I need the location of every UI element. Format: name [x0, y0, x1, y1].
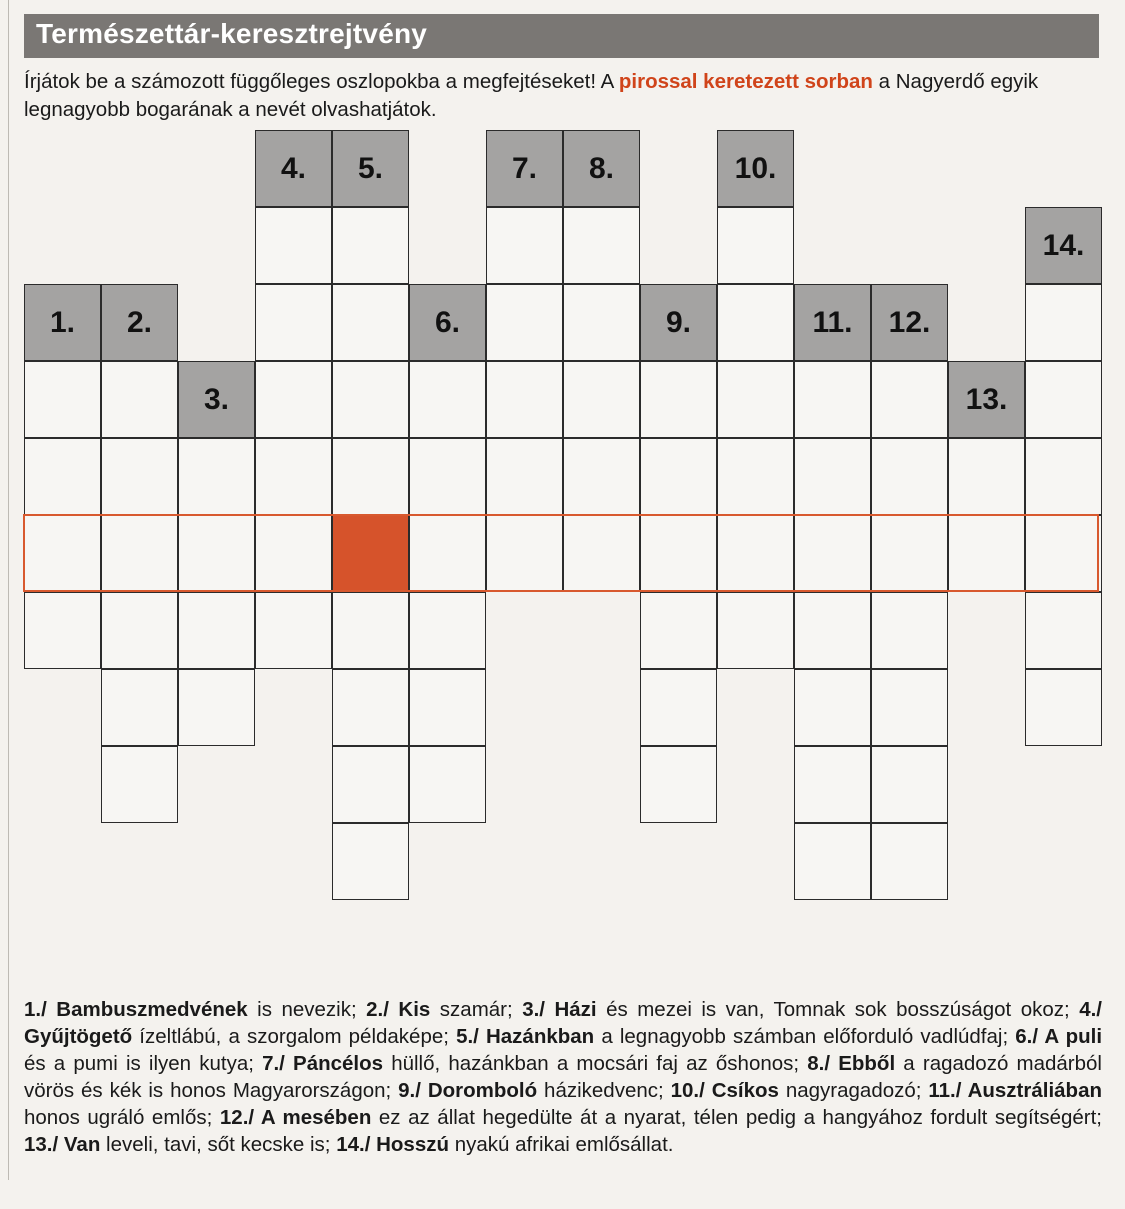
- answer-cell[interactable]: [871, 746, 948, 823]
- clue-number: 5.: [357, 151, 384, 185]
- answer-cell[interactable]: [1025, 284, 1102, 361]
- answer-cell[interactable]: [640, 669, 717, 746]
- answer-cell[interactable]: [101, 361, 178, 438]
- solution-row-cell[interactable]: [717, 515, 794, 592]
- answer-cell[interactable]: [794, 592, 871, 669]
- answer-cell[interactable]: [332, 438, 409, 515]
- clue-text: leveli, tavi, sőt kecske is;: [100, 1133, 331, 1156]
- answer-cell[interactable]: [486, 284, 563, 361]
- answer-cell[interactable]: [255, 284, 332, 361]
- instructions-highlight: pirossal keretezett sorban: [618, 70, 873, 93]
- clue-number: 2.: [126, 305, 153, 339]
- clue-keyword: 12./ A mesében: [219, 1106, 372, 1129]
- clue-text: házikedvenc;: [537, 1079, 664, 1102]
- answer-cell[interactable]: [409, 746, 486, 823]
- clue-number-cell: [640, 284, 717, 361]
- answer-cell[interactable]: [332, 669, 409, 746]
- answer-cell[interactable]: [332, 207, 409, 284]
- answer-cell[interactable]: [871, 669, 948, 746]
- answer-cell[interactable]: [717, 361, 794, 438]
- solution-row-cell[interactable]: [409, 515, 486, 592]
- clue-keyword: 11./ Ausztráliában: [928, 1079, 1102, 1102]
- page-title: Természettár-keresztrejtvény: [36, 18, 428, 49]
- clue-number-cell: [24, 284, 101, 361]
- answer-cell[interactable]: [871, 592, 948, 669]
- answer-cell[interactable]: [332, 592, 409, 669]
- clue-text: és a pumi is ilyen kutya;: [24, 1052, 254, 1075]
- clue-number-cell: [255, 130, 332, 207]
- answer-cell[interactable]: [409, 669, 486, 746]
- answer-cell[interactable]: [178, 592, 255, 669]
- clue-number-cell: [101, 284, 178, 361]
- clue-number-cell: [409, 284, 486, 361]
- instructions-text-start: Írjátok be a számozott függőleges oszlopokba a megfejtéseket! A: [24, 70, 619, 93]
- instructions-text-end: a Nagyerdő egyik legnagyobb bogarának a nevét olvashatjátok.: [24, 70, 1039, 121]
- solution-row-cell[interactable]: [563, 515, 640, 592]
- answer-cell[interactable]: [1025, 438, 1102, 515]
- solution-row-cell[interactable]: [486, 515, 563, 592]
- answer-cell[interactable]: [255, 592, 332, 669]
- answer-cell[interactable]: [486, 207, 563, 284]
- clue-number-cell: [332, 130, 409, 207]
- solution-row-cell[interactable]: [24, 515, 101, 592]
- answer-cell[interactable]: [255, 207, 332, 284]
- answer-cell[interactable]: [871, 438, 948, 515]
- solution-row-cell[interactable]: [794, 515, 871, 592]
- answer-cell[interactable]: [871, 361, 948, 438]
- clue-number: 9.: [665, 305, 692, 339]
- answer-cell[interactable]: [794, 669, 871, 746]
- clue-keyword: 4./ Gyűjtögető: [24, 998, 1102, 1048]
- clue-number: 6.: [434, 305, 461, 339]
- clue-text: és mezei is van, Tomnak sok bosszúságot okoz;: [596, 998, 1070, 1021]
- clue-keyword: 9./ Doromboló: [398, 1079, 538, 1102]
- answer-cell[interactable]: [717, 207, 794, 284]
- clue-keyword: 1./ Bambuszmedvének: [24, 998, 248, 1021]
- clue-keyword: 6./ A puli: [1015, 1025, 1103, 1048]
- clue-keyword: 10./ Csíkos: [670, 1079, 779, 1102]
- answer-cell[interactable]: [563, 438, 640, 515]
- clue-number-cell: [794, 284, 871, 361]
- solution-row-cell[interactable]: [1025, 515, 1102, 592]
- answer-cell[interactable]: [178, 669, 255, 746]
- clue-keyword: 13./ Van: [24, 1133, 101, 1156]
- answer-cell[interactable]: [24, 361, 101, 438]
- answer-cell[interactable]: [255, 361, 332, 438]
- answer-cell[interactable]: [563, 207, 640, 284]
- clue-number: 7.: [511, 151, 538, 185]
- solution-row-cell[interactable]: [178, 515, 255, 592]
- clue-number-cell: [717, 130, 794, 207]
- answer-cell[interactable]: [640, 592, 717, 669]
- answer-cell[interactable]: [332, 284, 409, 361]
- clue-keyword: 3./ Házi: [522, 998, 597, 1021]
- answer-cell[interactable]: [1025, 361, 1102, 438]
- answer-cell[interactable]: [640, 438, 717, 515]
- clue-number: 10.: [734, 151, 777, 185]
- clue-text: a ragadozó madárból vörös és kék is honos Magyarországon;: [24, 1052, 1102, 1102]
- solution-row-cell[interactable]: [948, 515, 1025, 592]
- answer-cell[interactable]: [332, 746, 409, 823]
- answer-cell[interactable]: [948, 438, 1025, 515]
- answer-cell[interactable]: [255, 438, 332, 515]
- solution-row-cell[interactable]: [101, 515, 178, 592]
- solution-row-cell[interactable]: [871, 515, 948, 592]
- clue-number-cell: [486, 130, 563, 207]
- clue-text: nyakú afrikai emlősállat.: [449, 1133, 674, 1156]
- clue-keyword: 5./ Hazánkban: [456, 1025, 595, 1048]
- answer-cell[interactable]: [24, 592, 101, 669]
- answer-cell[interactable]: [794, 438, 871, 515]
- clue-number-cell: [563, 130, 640, 207]
- clue-number: 3.: [203, 382, 230, 416]
- answer-cell[interactable]: [101, 669, 178, 746]
- clue-number: 1.: [49, 305, 76, 339]
- clue-number-cell: [1025, 207, 1102, 284]
- answer-cell[interactable]: [332, 823, 409, 900]
- answer-cell[interactable]: [332, 361, 409, 438]
- answer-cell[interactable]: [409, 361, 486, 438]
- answer-cell[interactable]: [717, 284, 794, 361]
- clue-text: a legnagyobb számban előforduló vadlúdfaj;: [594, 1025, 1009, 1048]
- clue-text: szamár;: [430, 998, 513, 1021]
- clue-number: 14.: [1042, 228, 1085, 262]
- answer-cell[interactable]: [640, 361, 717, 438]
- answer-cell[interactable]: [178, 438, 255, 515]
- answer-cell[interactable]: [563, 361, 640, 438]
- answer-cell[interactable]: [794, 823, 871, 900]
- clues-list: [24, 996, 1102, 1158]
- answer-cell[interactable]: [486, 438, 563, 515]
- clue-text: is nevezik;: [247, 998, 357, 1021]
- clue-number-cell: [948, 361, 1025, 438]
- clue-number: 13.: [965, 382, 1008, 416]
- answer-cell[interactable]: [101, 746, 178, 823]
- solution-marker-cell[interactable]: [332, 515, 409, 592]
- answer-cell[interactable]: [486, 361, 563, 438]
- answer-cell[interactable]: [1025, 592, 1102, 669]
- answer-cell[interactable]: [409, 438, 486, 515]
- answer-cell[interactable]: [409, 592, 486, 669]
- solution-row-cell[interactable]: [255, 515, 332, 592]
- clue-text: ez az állat hegedülte át a nyarat, télen pedig a hangyához fordult segítségért;: [371, 1106, 1103, 1129]
- clue-text: ízeltlábú, a szorgalom példaképe;: [132, 1025, 449, 1048]
- answer-cell[interactable]: [794, 746, 871, 823]
- clue-text: honos ugráló emlős;: [24, 1106, 213, 1129]
- answer-cell[interactable]: [640, 746, 717, 823]
- clue-keyword: 14./ Hosszú: [336, 1133, 449, 1156]
- clue-number-cell: [871, 284, 948, 361]
- clue-text: nagyragadozó;: [778, 1079, 922, 1102]
- clue-keyword: 8./ Ebből: [807, 1052, 896, 1075]
- clue-keyword: 7./ Páncélos: [262, 1052, 384, 1075]
- answer-cell[interactable]: [871, 823, 948, 900]
- clue-number: 8.: [588, 151, 615, 185]
- answer-cell[interactable]: [24, 438, 101, 515]
- clue-text: hüllő, hazánkban a mocsári faj az őshonos;: [383, 1052, 800, 1075]
- clue-number: 11.: [812, 305, 853, 339]
- clue-number: 12.: [888, 305, 931, 339]
- clue-keyword: 2./ Kis: [366, 998, 431, 1021]
- answer-cell[interactable]: [717, 592, 794, 669]
- answer-cell[interactable]: [101, 438, 178, 515]
- solution-row-cell[interactable]: [640, 515, 717, 592]
- answer-cell[interactable]: [101, 592, 178, 669]
- clue-number-cell: [178, 361, 255, 438]
- answer-cell[interactable]: [563, 284, 640, 361]
- answer-cell[interactable]: [717, 438, 794, 515]
- clue-number: 4.: [280, 151, 307, 185]
- answer-cell[interactable]: [1025, 669, 1102, 746]
- answer-cell[interactable]: [794, 361, 871, 438]
